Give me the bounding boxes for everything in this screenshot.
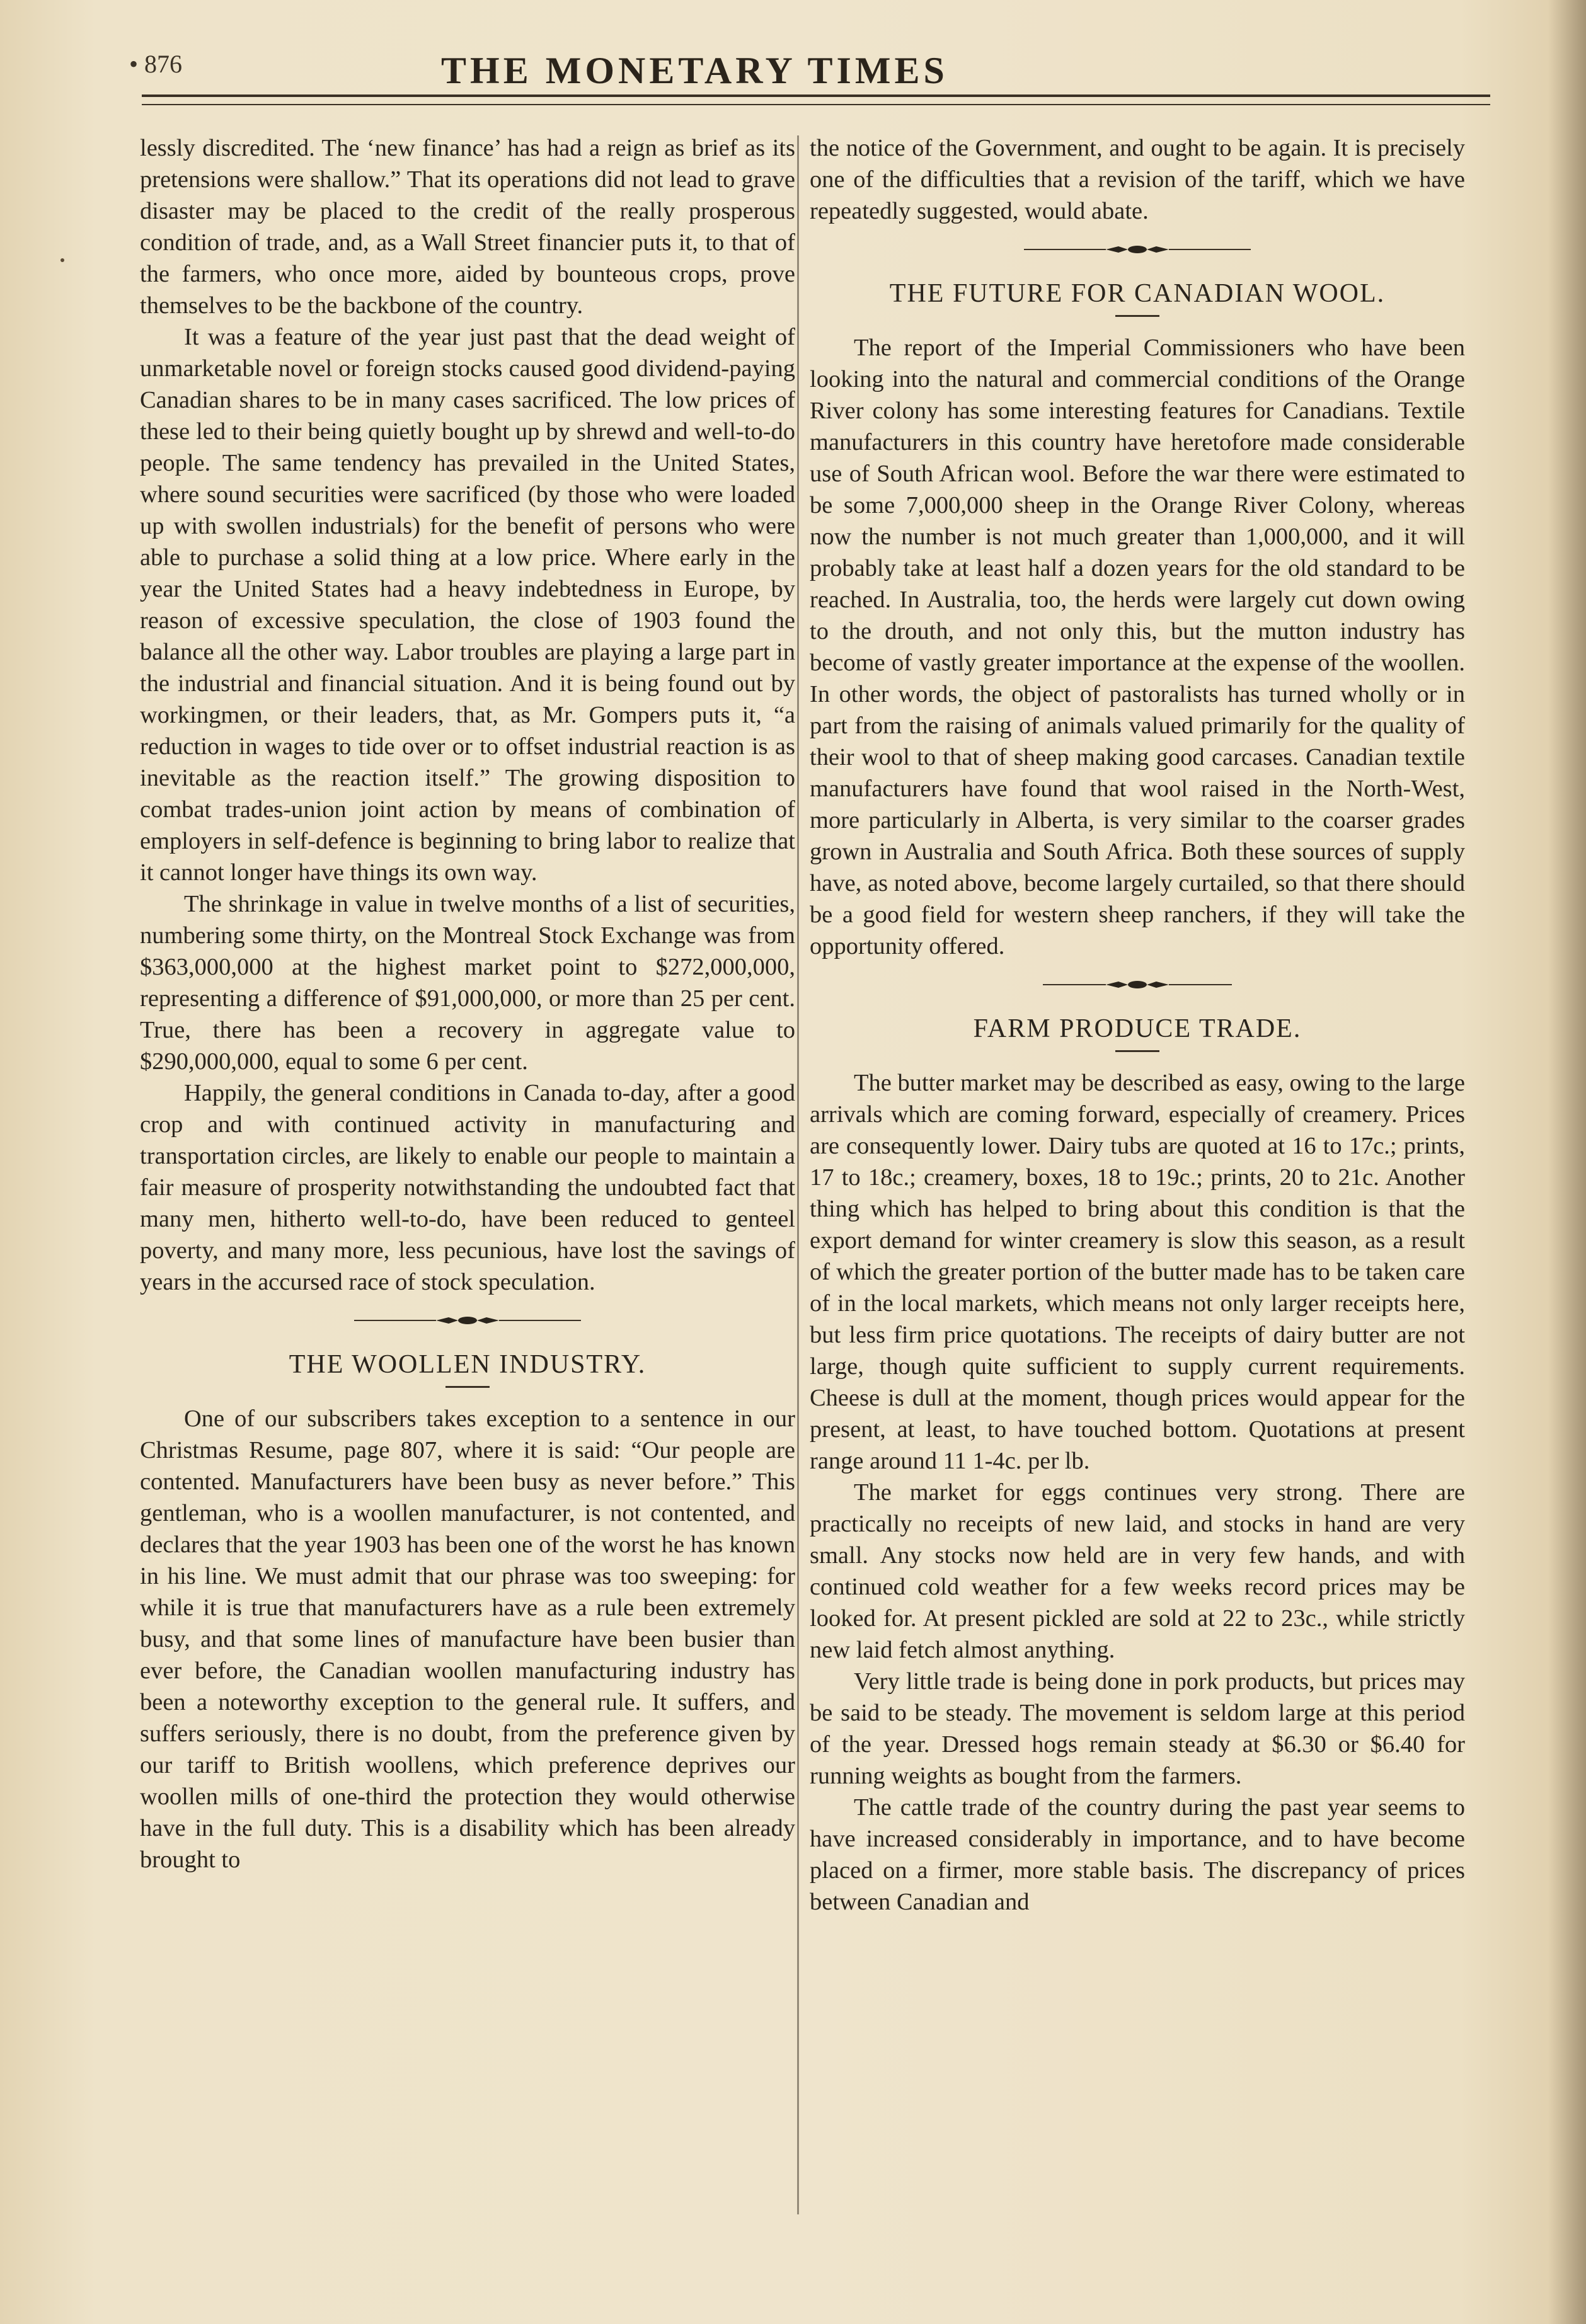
heading-rule	[445, 1386, 490, 1388]
heading-rule	[1115, 315, 1159, 317]
header-rule-thick	[142, 94, 1490, 97]
article-paragraph: The shrinkage in value in twelve months of a list of securities, numbering some thirty, on the Montreal Stock Exchange was from $363,000,000 at the highest market point to $272,000,000, representing a difference of $91,000,000, or more than 25 per cent. True, there has been a recovery in aggregate value to $290,000,000, equal to some 6 per cent.	[140, 891, 795, 1075]
article-paragraph: It was a feature of the year just past that the dead weight of unmarketable novel or foreign stocks caused good dividend-paying Canadian shares to be in many cases sacrificed. The low prices of these led to their being quietly bought up by shrewd and well-to-do people. The same tendency has prevailed in the United States, where sound securities were sacrificed (by those who were loaded up with swollen industrials) for the benefit of persons who were able to purchase a solid thing at a low price. Where early in the year the United States had a heavy indebtedness in Europe, by reason of excessive speculation, the close of 1903 found the balance all the other way. Labor troubles are playing a large part in the industrial and financial situation. And it is being found out by workingmen, or their leaders, that, as Mr. Gompers puts it, “a reduction in wages to tide over or to offset industrial reaction is as inevitable as the reaction itself.” The growing disposition to combat trades-union joint action by means of combination of employers in self-defence is beginning to bring labor to realize that it cannot longer have things its own way.	[140, 324, 795, 886]
section-ornament	[810, 978, 1465, 997]
column-divider	[797, 135, 799, 2214]
heading-rule	[1115, 1050, 1159, 1052]
article-paragraph: One of our subscribers takes exception to a sentence in our Christmas Resume, page 807, where it is said: “Our people are contented. Manufacturers have been busy as never before.” This gentleman, who is a woollen manufacturer, is not contented, and declares that the year 1903 has been one of the worst he has known in his line. We must admit that our phrase was too sweeping: for while it is true that manufacturers have as a rule been extremely busy, and that some lines of manufacture have been busier than ever before, the Canadian woollen manufacturing industry has been a noteworthy exception to the general rule. It suffers, and suffers seriously, there is no doubt, from the preference given by our tariff to British woollens, which preference deprives our woollen mills of one-third the protection they would otherwise have in the full duty. This is a disability which has been already brought to	[140, 1405, 795, 1873]
article-paragraph: Very little trade is being done in pork products, but prices may be said to be steady. The movement is seldom large at this period of the year. Dressed hogs remain steady at $6.30 or $6.40 for running weights as bought from the farmers.	[810, 1668, 1465, 1789]
left-column	[140, 132, 795, 1875]
section-ornament	[140, 1314, 795, 1333]
ink-speck	[60, 258, 64, 262]
section-heading: THE FUTURE FOR CANADIAN WOOL.	[889, 279, 1386, 308]
article-paragraph: the notice of the Government, and ought to be again. It is precisely one of the difficulties that a revision of the tariff, which we have repeatedly suggested, would abate.	[810, 135, 1465, 224]
section-heading: FARM PRODUCE TRADE.	[973, 1014, 1302, 1043]
article-paragraph: The market for eggs continues very strong. There are practically no receipts of new laid, and stocks in hand are very small. Any stocks now held are in very few hands, and with continued cold weather for a few weeks record prices may be looked for. At present pickled are sold at 22 to 23c., while strictly new laid fetch almost anything.	[810, 1479, 1465, 1663]
masthead-title: THE MONETARY TIMES	[441, 50, 948, 91]
section-heading: THE WOOLLEN INDUSTRY.	[289, 1350, 646, 1379]
header-rule-thin	[142, 104, 1490, 105]
article-paragraph: The report of the Imperial Commissioners who have been looking into the natural and commercial conditions of the Orange River colony has some interesting features for Canadians. Textile manufacturers in this country have heretofore made considerable use of South African wool. Before the war there were estimated to be some 7,000,000 sheep in the Orange River Colony, whereas now the number is not much greater than 1,000,000, and it will probably take at least half a dozen years for the old standard to be reached. In Australia, too, the herds were largely cut down owing to the drouth, and not only this, but the mutton industry has become of vastly greater importance at the expense of the woollen. In other words, the object of pastoralists has turned wholly or in part from the raising of animals valued primarily for the quality of their wool to that of sheep making good carcases. Canadian textile manufacturers have found that wool raised in the North-West, more particularly in Alberta, is very similar to the coarser grades grown in Australia and South Africa. Both these sources of supply have, as noted above, become largely curtailed, so that there should be a good field for western sheep ranchers, if they will take the opportunity offered.	[810, 335, 1465, 959]
right-column	[810, 132, 1465, 1918]
page-number: • 876	[129, 50, 183, 78]
article-paragraph: lessly discredited. The ‘new finance’ has had a reign as brief as its pretensions were shallow.” That its operations did not lead to grave disaster may be placed to the credit of the really prosperous condition of trade, and, as a Wall Street financier puts it, to that of the farmers, who once more, aided by bounteous crops, prove themselves to be the backbone of the country.	[140, 135, 795, 319]
article-paragraph: Happily, the general conditions in Canada to-day, after a good crop and with continued activity in manufacturing and transportation circles, are likely to enable our people to maintain a fair measure of prosperity notwithstanding the undoubted fact that many men, hitherto well-to-do, have been reduced to genteel poverty, and many more, less pecunious, have lost the savings of years in the accursed race of stock speculation.	[140, 1080, 795, 1295]
page-edge-shadow	[1548, 0, 1586, 2324]
article-paragraph: The butter market may be described as easy, owing to the large arrivals which are coming forward, especially of creamery. Prices are consequently lower. Dairy tubs are quoted at 16 to 17c.; prints, 17 to 18c.; creamery, boxes, 18 to 19c.; prints, 20 to 21c. Another thing which has helped to bring about this condition is that the export demand for winter creamery is slow this season, as a result of which the greater portion of the butter made has to be taken care of in the local markets, which means not only larger receipts here, but less firm price quotations. The receipts of dairy butter are not large, though quite sufficient to supply current requirements. Cheese is dull at the moment, though prices would appear for the present, at least, to have touched bottom. Quotations at present range around 11 1-4c. per lb.	[810, 1070, 1465, 1474]
section-ornament	[810, 243, 1465, 262]
article-paragraph: The cattle trade of the country during the past year seems to have increased considerably in importance, and to have become placed on a firmer, more stable basis. The discrepancy of prices between Canadian and	[810, 1794, 1465, 1915]
